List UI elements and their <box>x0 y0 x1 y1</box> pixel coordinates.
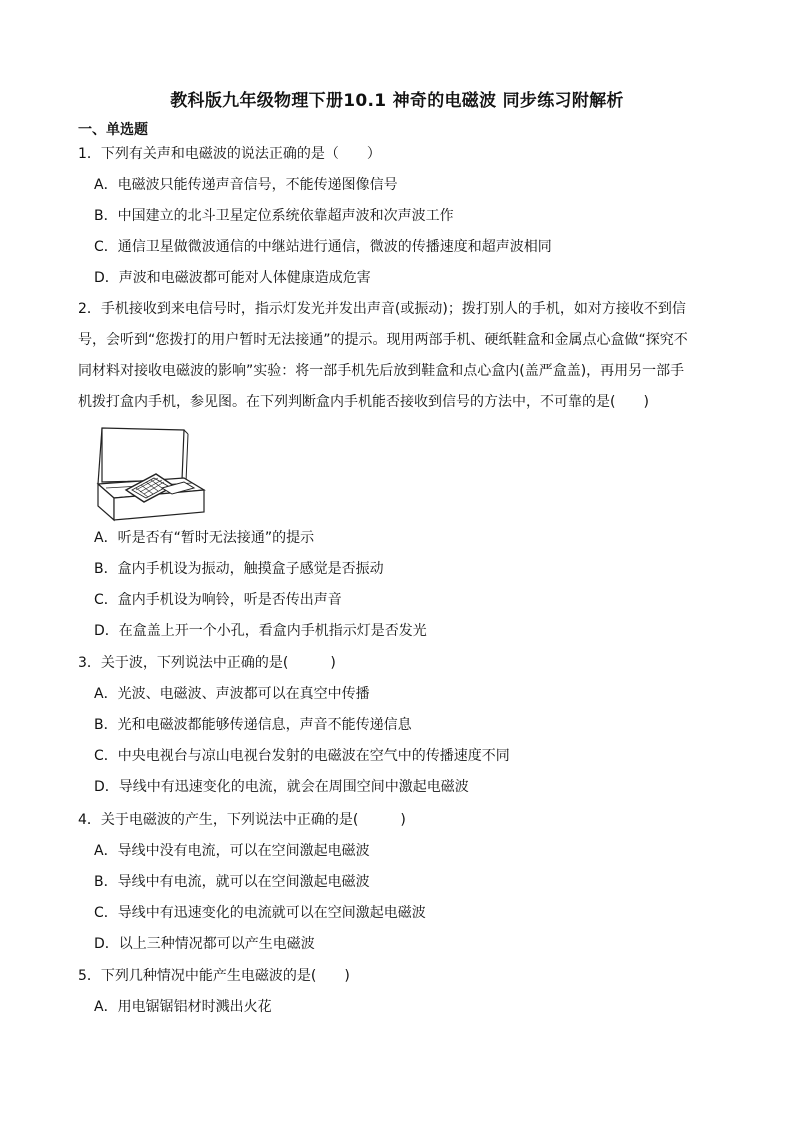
question-4-option-c: C．导线中有迅速变化的电流就可以在空间激起电磁波 <box>94 905 426 921</box>
phone-in-box-figure <box>96 424 206 522</box>
question-1-stem: 1．下列有关声和电磁波的说法正确的是（ ） <box>78 146 381 162</box>
question-3-option-a: A．光波、电磁波、声波都可以在真空中传播 <box>94 686 370 702</box>
question-3-option-c: C．中央电视台与凉山电视台发射的电磁波在空气中的传播速度不同 <box>94 748 510 764</box>
question-1-option-d: D．声波和电磁波都可能对人体健康造成危害 <box>94 270 371 286</box>
question-1-option-c: C．通信卫星做微波通信的中继站进行通信，微波的传播速度和超声波相同 <box>94 239 552 255</box>
question-5-option-a: A．用电锯锯铝材时溅出火花 <box>94 999 272 1015</box>
question-5-stem: 5．下列几种情况中能产生电磁波的是( ) <box>78 968 350 984</box>
question-4-option-d: D．以上三种情况都可以产生电磁波 <box>94 936 315 952</box>
question-2-option-c: C．盒内手机设为响铃，听是否传出声音 <box>94 592 342 608</box>
question-2-stem-line-2: 号，会听到“您拨打的用户暂时无法接通”的提示。现用两部手机、硬纸鞋盒和金属点心盒做“探究不 <box>78 332 688 348</box>
question-4-stem: 4．关于电磁波的产生，下列说法中正确的是( ) <box>78 812 406 828</box>
question-4-option-b: B．导线中有电流，就可以在空间激起电磁波 <box>94 874 370 890</box>
question-2-option-b: B．盒内手机设为振动，触摸盒子感觉是否振动 <box>94 561 384 577</box>
question-2-stem-line-4: 机拨打盒内手机，参见图。在下列判断盒内手机能否接收到信号的方法中，不可靠的是( ) <box>78 394 649 410</box>
section-heading: 一、单选题 <box>78 122 148 138</box>
question-3-option-d: D．导线中有迅速变化的电流，就会在周围空间中激起电磁波 <box>94 779 469 795</box>
question-2-option-d: D．在盒盖上开一个小孔，看盒内手机指示灯是否发光 <box>94 623 427 639</box>
document-title: 教科版九年级物理下册10.1 神奇的电磁波 同步练习附解析 <box>170 91 624 111</box>
question-2-stem-line-3: 同材料对接收电磁波的影响”实验：将一部手机先后放到鞋盒和点心盒内(盖严盒盖)，再用另一部手 <box>78 363 685 379</box>
question-2-stem-line-1: 2．手机接收到来电信号时，指示灯发光并发出声音(或振动)；拨打别人的手机，如对方接收不到信 <box>78 301 686 317</box>
question-1-option-b: B．中国建立的北斗卫星定位系统依靠超声波和次声波工作 <box>94 208 454 224</box>
question-3-option-b: B．光和电磁波都能够传递信息，声音不能传递信息 <box>94 717 412 733</box>
question-4-option-a: A．导线中没有电流，可以在空间激起电磁波 <box>94 843 370 859</box>
question-3-stem: 3．关于波，下列说法中正确的是( ) <box>78 655 336 671</box>
question-1-option-a: A．电磁波只能传递声音信号，不能传递图像信号 <box>94 177 398 193</box>
question-2-option-a: A．听是否有“暂时无法接通”的提示 <box>94 530 315 546</box>
